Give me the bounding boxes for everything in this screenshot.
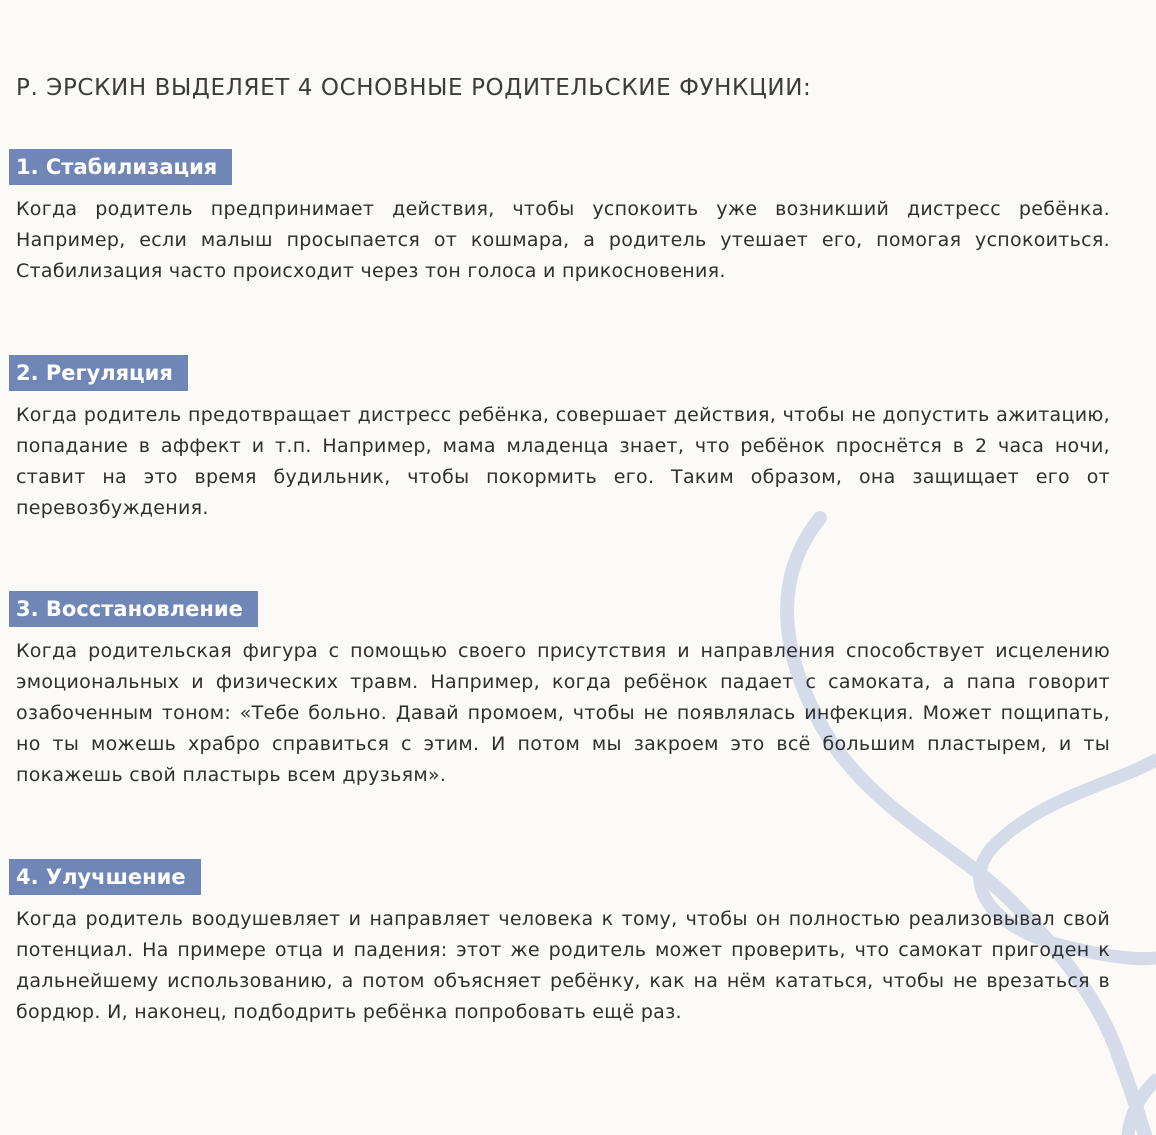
section-text: Когда родитель предотвращает дистресс ребёнка, совершает действия, чтобы не допустить ажитацию, попадание в аффект и т.п. Например, мама младенца знает, что ребёнок проснётся в 2 часа ночи, ставит на это время будильник, чтобы покормить его. Таким образом, она защищает его от перевозбуждения. (16, 404, 1110, 519)
section-heading: 2. Регуляция (9, 355, 188, 391)
section-heading: 1. Стабилизация (9, 149, 232, 185)
section-text: Когда родитель воодушевляет и направляет человека к тому, чтобы он полностью реализовывал свой потенциал. На примере отца и падения: этот же родитель может проверить, что самокат пригоден к дальнейшему использованию, а потом объясняет ребёнку, как на нём кататься, чтобы не врезаться в бордюр. И, наконец, подбодрить ребёнка попробовать ещё раз. (16, 908, 1110, 1023)
section-text: Когда родительская фигура с помощью своего присутствия и направления способствует исцелению эмоциональных и физических травм. Например, когда ребёнок падает с самоката, а папа говорит озабоченным тоном: «Тебе больно. Давай промоем, чтобы не появлялась инфекция. Может пощипать, но ты можешь храбро справиться с этим. И потом мы закроем это всё большим пластырем, и ты покажешь свой пластырь всем друзьям». (16, 640, 1110, 786)
section-heading: 3. Восстановление (9, 591, 258, 627)
section-text: Когда родитель предпринимает действия, чтобы успокоить уже возникший дистресс ребёнка. Например, если малыш просыпается от кошмара, а родитель утешает его, помогая успокоиться. Стабилизация часто происходит через тон голоса и прикосновения. (16, 198, 1110, 282)
page-title: Р. ЭРСКИН ВЫДЕЛЯЕТ 4 ОСНОВНЫЕ РОДИТЕЛЬСКИЕ ФУНКЦИИ: (16, 75, 812, 101)
section-heading: 4. Улучшение (9, 859, 201, 895)
